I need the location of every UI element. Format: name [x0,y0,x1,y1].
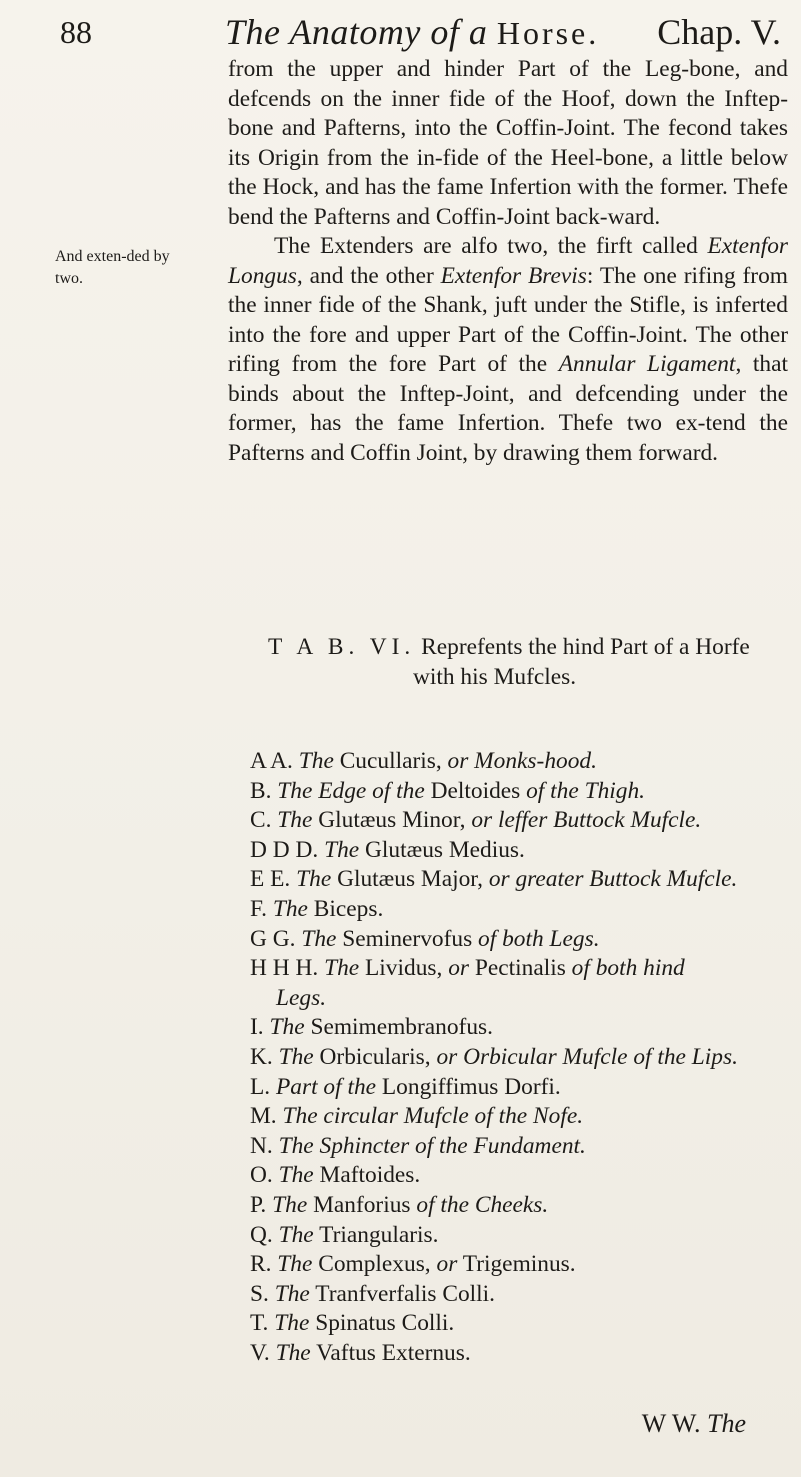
legend-text: of the Thigh. [526,777,646,804]
catchword [642,1409,746,1439]
legend-text: Triangularis. [313,1221,439,1248]
legend-text: Maftoides. [313,1162,421,1189]
legend-text: The [296,866,332,893]
chapter-label: Chap. V. [657,12,781,52]
legend-letter: H H H. [250,955,325,982]
legend-item [250,1013,790,1043]
legend-item [250,865,790,895]
page-header [60,10,781,54]
muscle-legend [250,747,790,1368]
paragraph-extenders-end: , that binds about the Inftep-Joint, and defcending under the former, has the fame Infertion. Thefe two ex-tend the Pafterns and Coffin Joint, by drawing them forward. [228,351,788,466]
legend-text: Complexus, [312,1251,437,1278]
paragraph-extenders-mid2: : The one rifing from the inner fide of the Shank, juft under the Stifle, is inferted into the fore and upper Part of the Coffin-Joint. The other rifing from the fore Part of the [228,262,788,377]
legend-text: Legs. [276,984,327,1011]
legend-letter: E E. [250,866,297,893]
catchword-letters: W W. [641,1409,701,1438]
legend-letter: F. [250,895,273,922]
legend-text: The Sphincter of the Fundament. [278,1132,586,1159]
legend-text: The [274,1310,310,1337]
legend-text: of both Legs. [478,925,600,952]
legend-text: or greater Buttock Mufcle. [488,866,738,893]
paragraph-flexors: from the upper and hinder Part of the Leg-bone, and defcends on the inner fide of the Hoof, down the Inftep-bone and Pafterns, into the Coffin-Joint. The fecond takes its Origin from the in-fide of the Heel-bone, a little below the Hock, and has the fame Infertion with the former. Thefe bend the Pafterns and Coffin-Joint back-ward. [228,56,788,230]
legend-text: or leffer Buttock Mufcle. [471,807,702,834]
legend-text: The [278,1221,314,1248]
table-heading-line2: with his Mufcles. [413,664,577,690]
legend-text: or [436,1251,458,1278]
legend-item [250,747,790,777]
legend-item [250,1339,790,1369]
legend-letter: S. [250,1280,275,1307]
legend-text: Cucullaris, [333,748,448,774]
catchword-word: The [707,1409,746,1438]
legend-text: The circular Mufcle of the Nofe. [282,1103,584,1130]
legend-item [250,1102,790,1132]
legend-letter: T. [250,1310,275,1337]
legend-text: or Orbicular Mufcle of the Lips. [436,1043,738,1070]
legend-text: The [278,1162,314,1189]
legend-letter: G G. [250,925,302,952]
legend-text: The [278,1043,314,1070]
legend-letter: C. [250,807,278,834]
legend-text: The [298,748,334,774]
legend-item [250,836,790,866]
legend-text: The [274,1280,310,1307]
table-heading [268,632,788,692]
legend-text: The [301,925,337,952]
legend-item [250,925,790,955]
annular-ligament-name: Annular Ligament [558,351,736,377]
legend-text: Manforius [307,1191,417,1218]
legend-item [250,1309,790,1339]
legend-letter: I. [250,1014,270,1041]
legend-text: Longiffimus Dorfi. [376,1073,561,1100]
legend-item [250,1161,790,1191]
running-title-caps: Horse. [496,15,600,51]
legend-item [250,1280,790,1310]
legend-text: The [324,836,360,863]
legend-letter: P. [250,1191,273,1218]
legend-text: Semimembranofus. [304,1014,493,1041]
legend-letter: M. [250,1103,283,1130]
legend-text: Trigeminus. [457,1251,576,1278]
legend-item [250,984,790,1014]
legend-item [250,1073,790,1103]
legend-text: Lividus, [359,955,449,982]
legend-letter: D D D. [250,836,325,863]
legend-item [250,1043,790,1073]
legend-item [250,1221,790,1251]
page-number: 88 [60,14,92,50]
legend-text: Glutæus Major, [331,866,489,893]
legend-item [250,806,790,836]
legend-text: The [272,895,308,922]
extensor-brevis-name: Extenfor Brevis [440,262,587,289]
legend-text: The [269,1014,305,1041]
legend-letter: Q. [250,1221,279,1248]
legend-item [250,1191,790,1221]
extensor-longus-name: Extenfor Longus [228,233,788,289]
legend-text: of both hind [571,955,685,982]
table-label: T A B. VI. [268,634,416,660]
legend-letter: R. [250,1251,278,1278]
legend-text: The Edge of the [277,777,425,804]
legend-item [250,777,790,807]
legend-text: Pectinalis [469,955,572,982]
legend-item [250,1132,790,1162]
running-title-italic: The Anatomy of a [225,12,488,52]
legend-letter: N. [250,1132,279,1159]
legend-text: or [448,955,470,982]
legend-text: Glutæus Minor, [312,807,472,834]
legend-text: The [324,955,360,982]
table-heading-line1: Reprefents the hind Part of a Horfe [421,634,750,660]
legend-letter: O. [250,1162,279,1189]
legend-text: The [277,807,313,834]
legend-text: Orbicularis, [313,1043,437,1070]
legend-text: or Monks-hood. [447,748,597,774]
legend-text: of the Cheeks. [416,1191,549,1218]
legend-text: Seminervofus [336,925,479,952]
legend-item [250,895,790,925]
legend-text: Glutæus Medius. [359,836,525,863]
legend-text: Deltoides [424,777,527,804]
margin-note: And exten-ded by two. [55,248,170,287]
legend-letter: A A. [250,748,299,774]
legend-item [250,1250,790,1280]
legend-text: The [272,1191,308,1218]
paragraph-extenders-start: The Extenders are alfo two, the firft called [274,233,698,259]
legend-text: Vaftus Externus. [310,1339,471,1366]
paragraph-extenders [228,232,788,468]
legend-text: Spinatus Colli. [309,1310,455,1337]
legend-text: The [275,1339,311,1366]
running-title [225,10,599,55]
paragraph-extenders-mid1: , and the other [296,262,434,289]
legend-text: Tranfverfalis Colli. [309,1280,495,1307]
legend-text: The [277,1251,313,1278]
legend-letter: K. [250,1043,279,1070]
legend-text: Biceps. [307,895,384,922]
legend-letter: L. [250,1073,276,1100]
legend-text: Part of the [275,1073,377,1100]
legend-letter: V. [250,1339,276,1366]
legend-item [250,954,790,984]
legend-letter: B. [250,777,278,804]
